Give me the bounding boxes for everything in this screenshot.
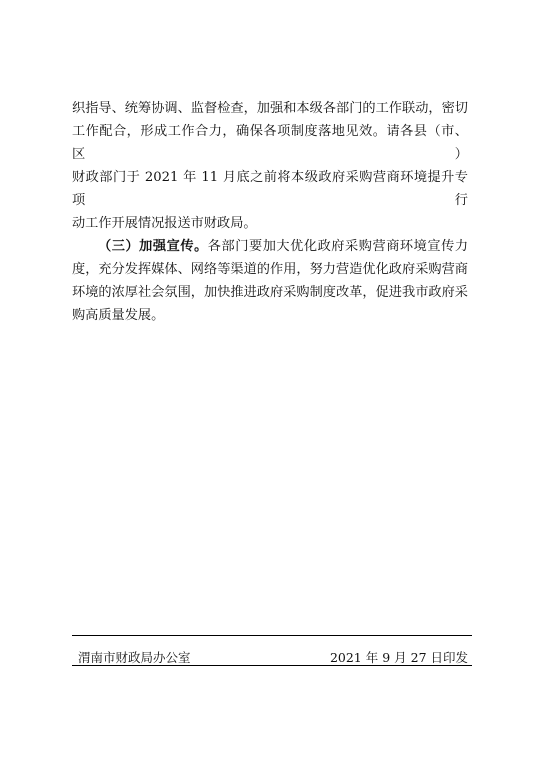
paragraph-line: 工作配合，形成工作合力，确保各项制度落地见效。请各县（市、区） [72,124,468,162]
paragraph-line-text: 各部门要加大优化政府采购营商环境宣传力 [207,239,469,254]
imprint-line [78,651,468,665]
footer-bottom-rule [72,665,472,666]
footer-top-rule [72,635,472,636]
paragraph-line [72,235,468,258]
paragraph-line: 织指导、统筹协调、监督检查，加强和本级各部门的工作联动，密切 [72,101,468,116]
issuing-office: 渭南市财政局办公室 [78,650,191,665]
section-heading: （三）加强宣传。 [98,239,208,254]
paragraph-line: 动工作开展情况报送市财政局。 [72,216,257,231]
paragraph-line: 环境的浓厚社会氛围，加快推进政府采购制度改革，促进我市政府采 [72,285,468,300]
paragraph-line: 度，充分发挥媒体、网络等渠道的作用，努力营造优化政府采购营商 [72,262,468,277]
paragraph-continued [72,97,468,235]
paragraph-line: 财政部门于 2021 年 11 月底之前将本级政府采购营商环境提升专项行 [72,170,468,208]
paragraph-publicity [72,235,468,327]
paragraph-line: 购高质量发展。 [72,308,165,323]
issue-date: 2021 年 9 月 27 日印发 [329,650,468,665]
